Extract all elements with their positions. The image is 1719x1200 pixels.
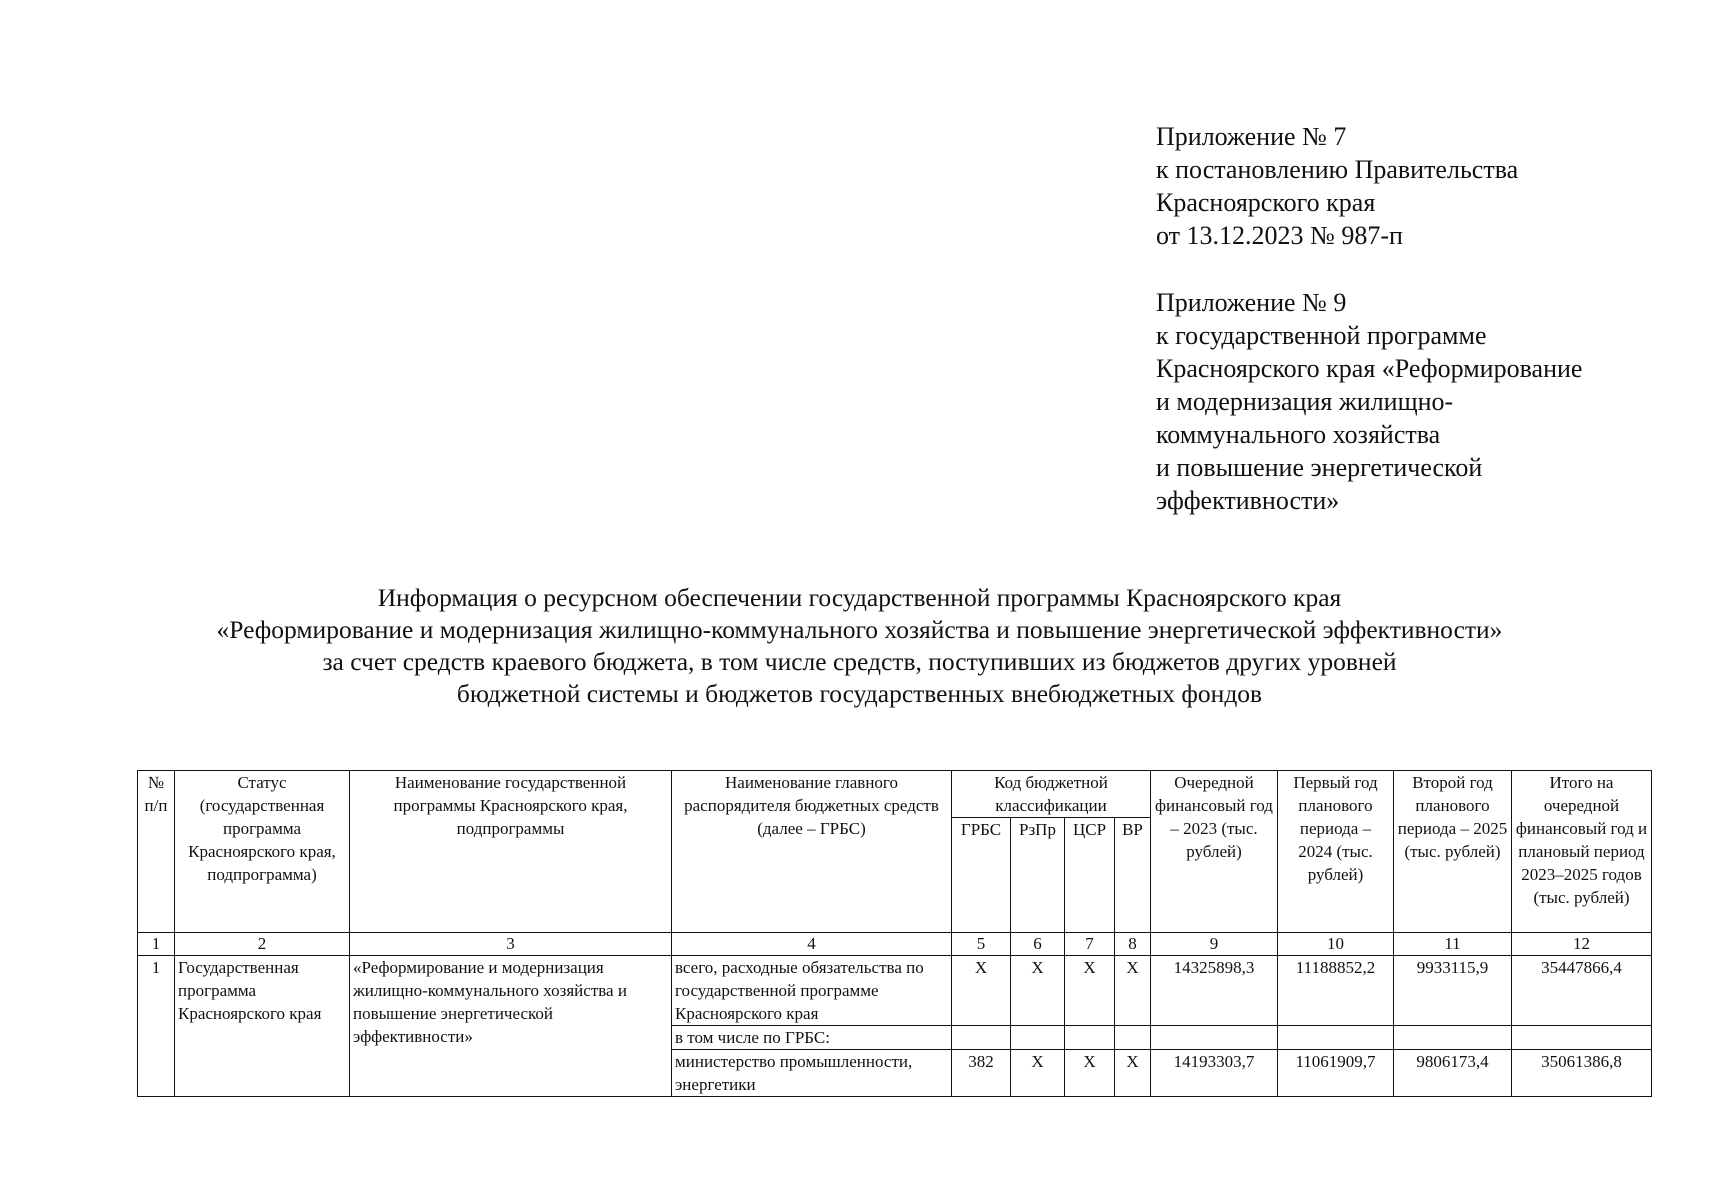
column-number: 6 <box>1011 933 1065 956</box>
appendix-9-line: и модернизация жилищно- <box>1156 387 1454 416</box>
column-number: 4 <box>672 933 952 956</box>
grbs-name-cell: всего, расходные обязательства по государственной программе Красноярского края <box>672 956 952 1026</box>
amount-2023-cell <box>1151 1026 1278 1050</box>
appendix-9-line: эффективности» <box>1156 486 1340 515</box>
amount-2023-cell: 14193303,7 <box>1151 1050 1278 1097</box>
row-program-name: «Реформирование и модернизация жилищно-коммунального хозяйства и повышение энергетической эффективности» <box>350 956 672 1097</box>
header-program-name: Наименование государственной программы Красноярского края, подпрограммы <box>350 771 672 933</box>
rzpr-code-cell <box>1011 1026 1065 1050</box>
title-line: «Реформирование и модернизация жилищно-коммунального хозяйства и повышение энергетической эффективности» <box>216 615 1503 644</box>
grbs-name-cell: в том числе по ГРБС: <box>672 1026 952 1050</box>
column-number: 1 <box>138 933 175 956</box>
header-total: Итого на очередной финансовый год и плановый период 2023–2025 годов (тыс. рублей) <box>1512 771 1652 933</box>
row-num: 1 <box>138 956 175 1097</box>
appendix-9-line: Красноярского края «Реформирование <box>1156 354 1583 383</box>
title-line: Информация о ресурсном обеспечении государственной программы Красноярского края <box>377 583 1342 612</box>
column-number: 9 <box>1151 933 1278 956</box>
amount-total-cell: 35061386,8 <box>1512 1050 1652 1097</box>
appendix-7-line: Красноярского края <box>1156 188 1376 217</box>
amount-2024-cell: 11061909,7 <box>1278 1050 1394 1097</box>
appendix-7-line: к постановлению Правительства <box>1156 155 1519 184</box>
appendix-9-line: и повышение энергетической <box>1156 453 1483 482</box>
rzpr-code-cell: Х <box>1011 1050 1065 1097</box>
header-num: № п/п <box>138 771 175 933</box>
table-row <box>138 956 1652 1026</box>
vr-code-cell: Х <box>1115 1050 1151 1097</box>
column-number: 7 <box>1065 933 1115 956</box>
appendix-9-line: к государственной программе <box>1156 321 1487 350</box>
csr-code-cell: Х <box>1065 1050 1115 1097</box>
appendix-9-line: коммунального хозяйства <box>1156 420 1441 449</box>
vr-code-cell <box>1115 1026 1151 1050</box>
appendix-9-line: Приложение № 9 <box>1156 288 1347 317</box>
column-number-row <box>138 933 1652 956</box>
amount-2024-cell: 11188852,2 <box>1278 956 1394 1026</box>
column-number: 2 <box>175 933 350 956</box>
title-line: за счет средств краевого бюджета, в том числе средств, поступивших из бюджетов других уровней <box>322 647 1397 676</box>
amount-2025-cell <box>1394 1026 1512 1050</box>
rzpr-code-cell: Х <box>1011 956 1065 1026</box>
appendix-9-header <box>1156 286 1582 517</box>
resource-table <box>137 770 1652 1097</box>
header-grbs-name: Наименование главного распорядителя бюджетных средств (далее – ГРБС) <box>672 771 952 933</box>
csr-code-cell <box>1065 1026 1115 1050</box>
amount-total-cell <box>1512 1026 1652 1050</box>
header-rzpr: РзПр <box>1011 818 1065 933</box>
appendix-7-line: от 13.12.2023 № 987-п <box>1156 221 1403 250</box>
header-year-2023: Очередной финансовый год – 2023 (тыс. рублей) <box>1151 771 1278 933</box>
amount-2024-cell <box>1278 1026 1394 1050</box>
header-row <box>138 771 1652 818</box>
vr-code-cell: Х <box>1115 956 1151 1026</box>
column-number: 3 <box>350 933 672 956</box>
header-csr: ЦСР <box>1065 818 1115 933</box>
appendix-7-line: Приложение № 7 <box>1156 122 1347 151</box>
header-status: Статус (государственная программа Красноярского края, подпрограмма) <box>175 771 350 933</box>
header-vr: ВР <box>1115 818 1151 933</box>
document-title <box>0 582 1719 710</box>
amount-2025-cell: 9806173,4 <box>1394 1050 1512 1097</box>
column-number: 10 <box>1278 933 1394 956</box>
row-status: Государственная программа Красноярского края <box>175 956 350 1097</box>
column-number: 5 <box>952 933 1011 956</box>
grbs-code-cell: Х <box>952 956 1011 1026</box>
grbs-code-cell: 382 <box>952 1050 1011 1097</box>
header-year-2024: Первый год планового периода – 2024 (тыс. рублей) <box>1278 771 1394 933</box>
header-year-2025: Второй год планового периода – 2025 (тыс. рублей) <box>1394 771 1512 933</box>
csr-code-cell: Х <box>1065 956 1115 1026</box>
column-number: 8 <box>1115 933 1151 956</box>
title-line: бюджетной системы и бюджетов государственных внебюджетных фондов <box>456 679 1263 708</box>
appendix-7-header <box>1156 120 1518 252</box>
header-grbs: ГРБС <box>952 818 1011 933</box>
header-budget-code: Код бюджетной классификации <box>952 771 1151 818</box>
grbs-name-cell: министерство промышленности, энергетики <box>672 1050 952 1097</box>
column-number: 12 <box>1512 933 1652 956</box>
grbs-code-cell <box>952 1026 1011 1050</box>
amount-total-cell: 35447866,4 <box>1512 956 1652 1026</box>
amount-2025-cell: 9933115,9 <box>1394 956 1512 1026</box>
column-number: 11 <box>1394 933 1512 956</box>
amount-2023-cell: 14325898,3 <box>1151 956 1278 1026</box>
